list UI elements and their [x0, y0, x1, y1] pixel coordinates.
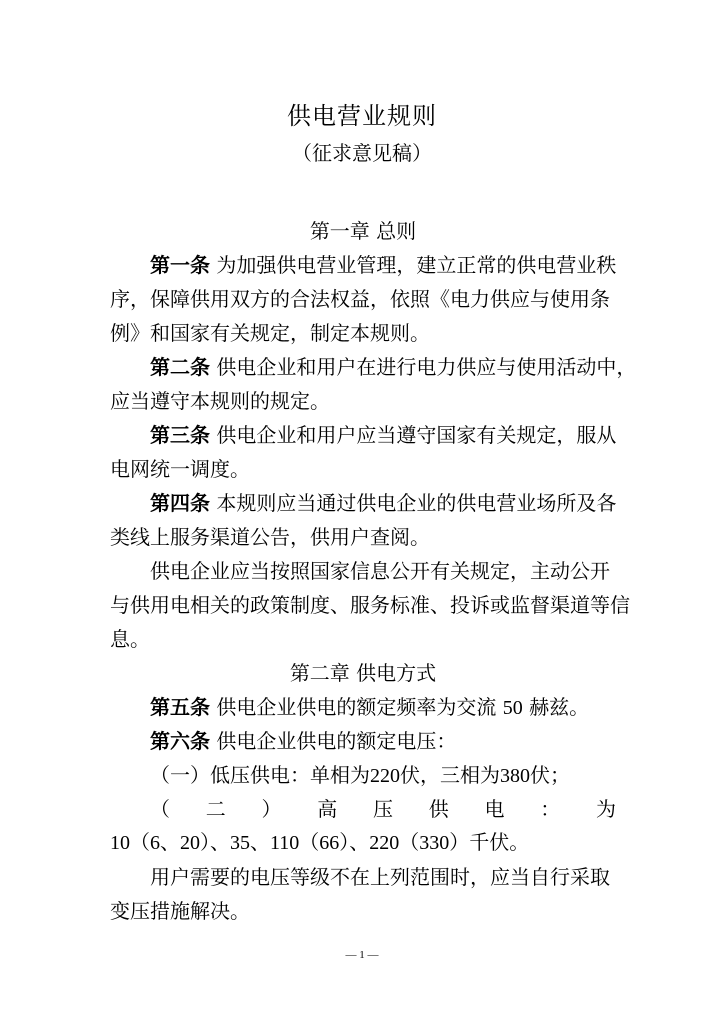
- item-char: ：: [540, 797, 561, 821]
- article-label: 第二条: [150, 355, 210, 379]
- article-text: 供电企业供电的额定电压：: [216, 729, 457, 753]
- article-2-line-2: 应当遵守本规则的规定。: [110, 389, 330, 413]
- item-char: 供: [428, 797, 449, 821]
- item-char: 二: [205, 797, 226, 821]
- article-label: 第六条: [150, 729, 210, 753]
- article-1-line-1: [110, 248, 616, 282]
- article-label: 第四条: [150, 491, 210, 515]
- article-3-line-2: 电网统一调度。: [110, 457, 250, 481]
- closing-para-line-1: 用户需要的电压等级不在上列范围时，应当自行采取: [150, 865, 610, 889]
- item-char: （: [150, 797, 170, 821]
- item-char: 压: [373, 797, 393, 821]
- article-6-item-1: [110, 758, 616, 792]
- article-4-para-2-line-3: 息。: [110, 627, 150, 651]
- article-text: 供电企业和用户应当遵守国家有关规定，服从: [216, 423, 617, 447]
- chapter-heading: 第一章 总则: [309, 219, 417, 243]
- article-5-line-1: [110, 690, 616, 724]
- item-text: 伏；: [530, 763, 570, 787]
- article-6-item-2-line-1: [110, 792, 616, 826]
- article-4-line-2: 类线上服务渠道公告，供用户查阅。: [110, 525, 430, 549]
- item-char: 电: [484, 797, 505, 821]
- article-text: 供电企业和用户在进行电力供应与使用活动中，: [216, 355, 637, 379]
- article-4-line-1: [110, 486, 616, 520]
- article-3-line-1: [110, 418, 616, 452]
- voltage-value: 220: [370, 765, 400, 787]
- document-subtitle: （征求意见稿）: [292, 141, 432, 165]
- article-6-item-2-line-2: 10（6、20）、35、110（66）、220（330）千伏。: [110, 832, 530, 854]
- article-4-para-2-line-1: 供电企业应当按照国家信息公开有关规定，主动公开: [150, 559, 610, 583]
- document-body: [110, 214, 637, 928]
- item-char: ）: [261, 797, 282, 821]
- item-char: 为: [596, 797, 616, 821]
- item-text: 伏，三相为: [400, 763, 500, 787]
- article-2-line-1: [110, 350, 637, 384]
- article-1-line-2: 序，保障供用双方的合法权益，依照《电力供应与使用条: [110, 287, 610, 311]
- frequency-value: 50: [502, 697, 523, 719]
- item-char: 高: [317, 797, 338, 821]
- closing-para-line-2: 变压措施解决。: [110, 899, 250, 923]
- chapter-heading: 第二章 供电方式: [289, 661, 437, 685]
- article-text: 供电企业供电的额定频率为交流: [216, 695, 497, 719]
- voltage-value: 380: [500, 765, 530, 787]
- document-title: 供电营业规则: [287, 102, 437, 130]
- article-text: 本规则应当通过供电企业的供电营业场所及各: [216, 491, 617, 515]
- article-4-para-2-line-2: 与供用电相关的政策制度、服务标准、投诉或监督渠道等信: [110, 593, 630, 617]
- page-number: — 1 —: [345, 949, 379, 961]
- article-label: 第三条: [150, 423, 210, 447]
- article-label: 第一条: [150, 253, 210, 277]
- article-text: 赫兹。: [529, 695, 590, 719]
- item-text: （一）低压供电：单相为: [150, 763, 370, 787]
- article-text: 为加强供电营业管理，建立正常的供电营业秩: [216, 253, 617, 277]
- article-6-line-1: [110, 724, 616, 758]
- article-label: 第五条: [150, 695, 210, 719]
- article-1-line-3: 例》和国家有关规定，制定本规则。: [110, 321, 430, 345]
